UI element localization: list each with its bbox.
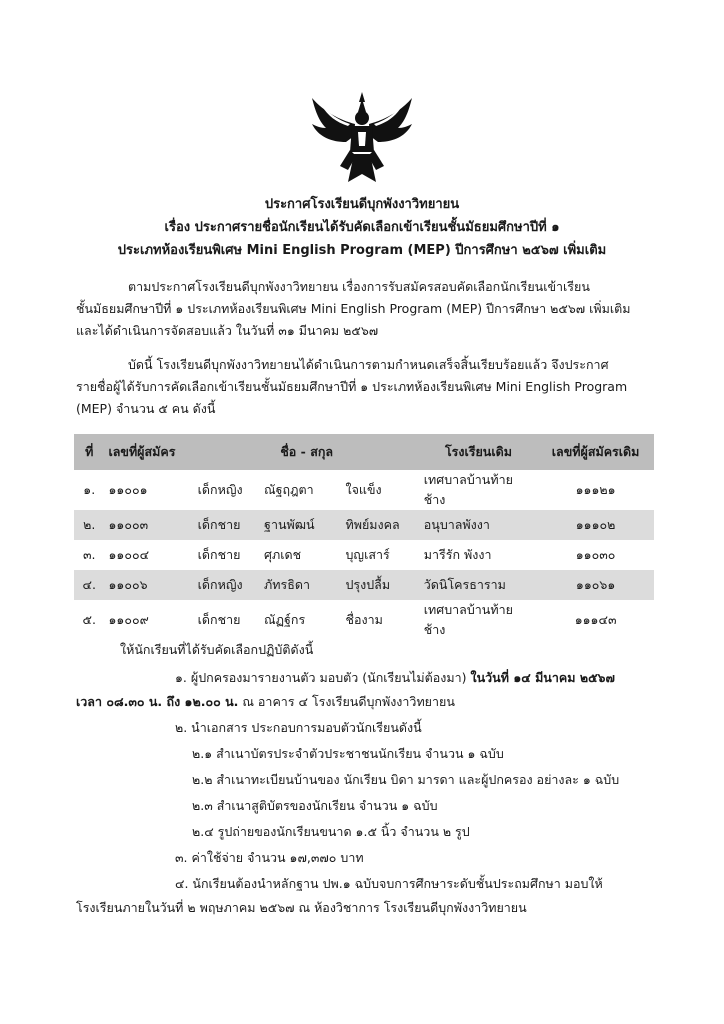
- cell-applicant-id: ๑๑๐๐๓: [104, 510, 193, 540]
- cell-title: เด็กชาย: [197, 547, 241, 562]
- table-row: [74, 570, 654, 600]
- intro-paragraph-1-line-2: ชั้นมัธยมศึกษาปีที่ ๑ ประเภทห้องเรียนพิเศษ Mini English Program (MEP) ปีการศึกษา ๒๕๖๗ เพิ่มเติม: [76, 301, 631, 316]
- intro-paragraph-2-line-3: (MEP) จำนวน ๕ คน ดังนี้: [76, 401, 216, 416]
- cell-first-name: ฐานพัฒน์: [260, 510, 341, 540]
- header-former-school: โรงเรียนเดิม: [420, 434, 537, 470]
- instruction-1-text: ๑. ผู้ปกครองมารายงานตัว มอบตัว (นักเรียนไม่ต้องมา): [175, 670, 467, 685]
- cell-applicant-id: ๑๑๐๐๑: [108, 482, 148, 497]
- cell-last-name: บุญเสาร์: [345, 547, 390, 562]
- instruction-1-time: เวลา ๐๘.๓๐ น. ถึง ๑๒.๐๐ น.: [76, 694, 239, 709]
- instruction-1-continued: [76, 692, 455, 712]
- announcement-subject: เรื่อง ประกาศรายชื่อนักเรียนได้รับคัดเลือกเข้าเรียนชั้นมัธยมศึกษาปีที่ ๑: [164, 220, 560, 235]
- cell-last-name: ใจแข็ง: [345, 482, 382, 497]
- instructions-lead: ให้นักเรียนที่ได้รับคัดเลือกปฏิบัติดังนี้: [120, 642, 314, 657]
- instruction-2: ๒. นำเอกสาร ประกอบการมอบตัวนักเรียนดังนี้: [175, 720, 422, 735]
- selected-students-table: [74, 434, 654, 640]
- instruction-2-2: ๒.๒ สำเนาทะเบียนบ้านของ นักเรียน บิดา มารดา และผู้ปกครอง อย่างละ ๑ ฉบับ: [192, 772, 620, 787]
- instruction-4-continued: โรงเรียนภายในวันที่ ๒ พฤษภาคม ๒๕๖๗ ณ ห้องวิชาการ โรงเรียนดีบุกพังงาวิทยายน: [76, 900, 527, 915]
- table-row: [74, 540, 654, 570]
- cell-first-name: ศุภเดช: [264, 547, 302, 562]
- announcement-title: ประกาศโรงเรียนดีบุกพังงาวิทยายน: [264, 197, 460, 212]
- cell-last-name: ทิพย์มงคล: [342, 510, 420, 540]
- intro-paragraph-1-line-1: ตามประกาศโรงเรียนดีบุกพังงาวิทยายน เรื่องการรับสมัครสอบคัดเลือกนักเรียนเข้าเรียน: [128, 279, 590, 294]
- intro-paragraph-1-line-3: และได้ดำเนินการจัดสอบแล้ว ในวันที่ ๓๑ มีนาคม ๒๕๖๗: [76, 323, 379, 338]
- instruction-3: ๓. ค่าใช้จ่าย จำนวน ๑๗,๓๗๐ บาท: [175, 850, 364, 865]
- cell-former-school: มารีรัก พังงา: [423, 547, 492, 562]
- cell-no: ๕.: [82, 612, 96, 627]
- header-applicant-id: เลขที่ผู้สมัคร: [104, 434, 193, 470]
- cell-applicant-id: ๑๑๐๐๙: [108, 612, 149, 627]
- cell-former-school: วัดนิโครธาราม: [420, 570, 537, 600]
- cell-no: ๒.: [74, 510, 104, 540]
- cell-title: เด็กชาย: [197, 612, 241, 627]
- instruction-1: [175, 668, 615, 688]
- cell-last-name: ปรุงปลื้ม: [342, 570, 420, 600]
- garuda-emblem: [310, 92, 414, 184]
- cell-former-applicant-id: ๑๑๐๖๑: [537, 570, 654, 600]
- cell-former-applicant-id: ๑๑๑๐๒: [537, 510, 654, 540]
- announcement-program: ประเภทห้องเรียนพิเศษ Mini English Program (MEP) ปีการศึกษา ๒๕๖๗ เพิ่มเติม: [117, 243, 607, 258]
- cell-applicant-id: ๑๑๐๐๖: [104, 570, 193, 600]
- instruction-2-3: ๒.๓ สำเนาสูติบัตรของนักเรียน จำนวน ๑ ฉบับ: [192, 798, 438, 813]
- header-no: ที่: [74, 434, 104, 470]
- table-row: [74, 600, 654, 640]
- cell-former-applicant-id: ๑๑๑๒๑: [575, 482, 616, 497]
- cell-no: ๔.: [74, 570, 104, 600]
- cell-former-applicant-id: ๑๑๑๔๓: [574, 612, 617, 627]
- cell-no: ๓.: [82, 547, 96, 562]
- table-row: [74, 510, 654, 540]
- instruction-2-1: ๒.๑ สำเนาบัตรประจำตัวประชาชนนักเรียน จำนวน ๑ ฉบับ: [192, 746, 504, 761]
- cell-no: ๑.: [83, 482, 96, 497]
- cell-title: เด็กหญิง: [194, 570, 260, 600]
- intro-paragraph-2-line-2: รายชื่อผู้ได้รับการคัดเลือกเข้าเรียนชั้นมัธยมศึกษาปีที่ ๑ ประเภทห้องเรียนพิเศษ Mini English Program: [76, 379, 628, 394]
- cell-title: เด็กชาย: [194, 510, 260, 540]
- cell-former-school: เทศบาลบ้านท้ายช้าง: [423, 472, 513, 507]
- cell-former-school: เทศบาลบ้านท้ายช้าง: [423, 602, 513, 637]
- cell-first-name: ณัฐฤฎตา: [264, 482, 314, 497]
- cell-first-name: ณัฏฐ์กร: [264, 612, 306, 627]
- table-row: [74, 470, 654, 510]
- instruction-1-date: ในวันที่ ๑๔ มีนาคม ๒๕๖๗: [470, 670, 615, 685]
- table-header-row: [74, 434, 654, 470]
- cell-title: เด็กหญิง: [197, 482, 243, 497]
- header-former-applicant-id: เลขที่ผู้สมัครเดิม: [537, 434, 654, 470]
- cell-applicant-id: ๑๑๐๐๔: [108, 547, 150, 562]
- cell-first-name: ภัทรธิดา: [260, 570, 341, 600]
- instruction-1-location: ณ อาคาร ๔ โรงเรียนดีบุกพังงาวิทยายน: [238, 694, 455, 709]
- header-name: ชื่อ - สกุล: [194, 434, 420, 470]
- cell-former-school: อนุบาลพังงา: [420, 510, 537, 540]
- instruction-2-4: ๒.๔ รูปถ่ายของนักเรียนขนาด ๑.๕ นิ้ว จำนวน ๒ รูป: [192, 824, 470, 839]
- cell-last-name: ชื่องาม: [345, 612, 383, 627]
- intro-paragraph-2-line-1: บัดนี้ โรงเรียนดีบุกพังงาวิทยายนได้ดำเนินการตามกำหนดเสร็จสิ้นเรียบร้อยแล้ว จึงประกาศ: [128, 357, 609, 372]
- cell-former-applicant-id: ๑๑๐๓๐: [575, 547, 616, 562]
- instruction-4: ๔. นักเรียนต้องนำหลักฐาน ปพ.๑ ฉบับจบการศึกษาระดับชั้นประถมศึกษา มอบให้: [175, 876, 603, 891]
